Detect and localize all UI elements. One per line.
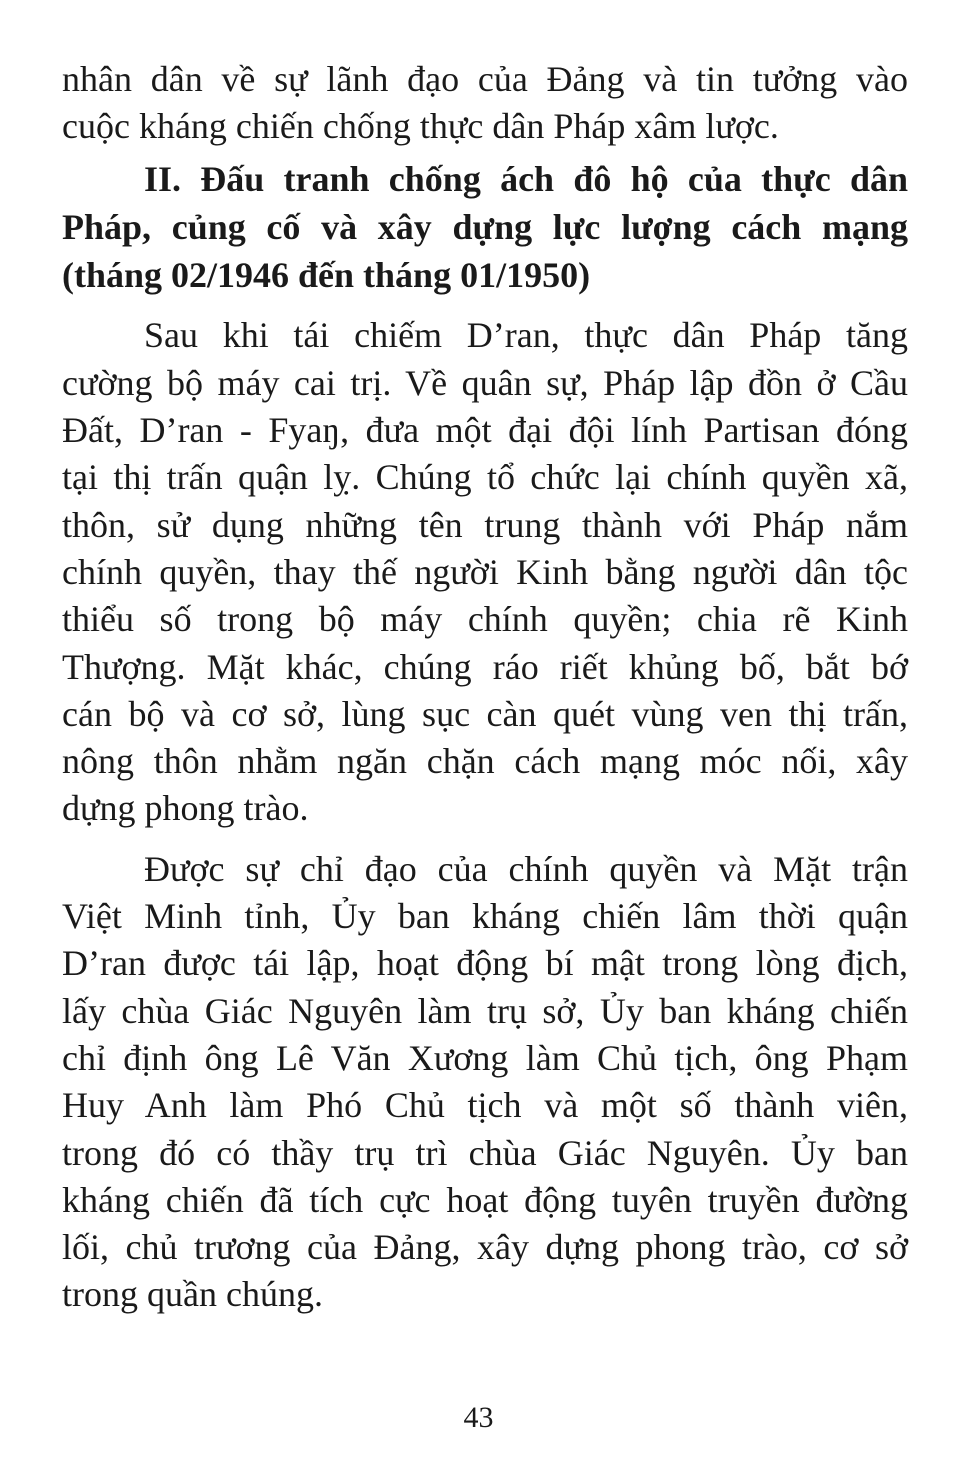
text-line: tại thị trấn quận lỵ. Chúng tổ chức lại chính quyền xã,	[62, 457, 908, 498]
text-line: Sau khi tái chiếm D’ran, thực dân Pháp tăng	[144, 315, 908, 356]
text-line: trong đó có thầy trụ trì chùa Giác Nguyên. Ủy ban	[62, 1132, 908, 1173]
text-line: chỉ định ông Lê Văn Xương làm Chủ tịch, ông Phạm	[62, 1037, 908, 1078]
text-line: dựng phong trào.	[62, 788, 309, 829]
text-line: nhân dân về sự lãnh đạo của Đảng và tin tưởng vào	[62, 59, 908, 99]
text-line: thôn, sử dụng những tên trung thành với Pháp nắm	[62, 504, 908, 545]
text-line: D’ran được tái lập, hoạt động bí mật trong lòng địch,	[62, 943, 908, 984]
text-line: Thượng. Mặt khác, chúng ráo riết khủng bố, bắt bớ	[62, 646, 908, 687]
text-line: cường bộ máy cai trị. Về quân sự, Pháp lập đồn ở Cầu	[62, 362, 908, 403]
text-line: lấy chùa Giác Nguyên làm trụ sở, Ủy ban kháng chiến	[62, 990, 908, 1031]
paragraph-1	[62, 312, 908, 832]
text-line: cán bộ và cơ sở, lùng sục càn quét vùng ven thị trấn,	[62, 693, 908, 734]
paragraph-2	[62, 846, 908, 1319]
text-line: cuộc kháng chiến chống thực dân Pháp xâm lược.	[62, 106, 779, 147]
text-line: Việt Minh tỉnh, Ủy ban kháng chiến lâm thời quận	[62, 896, 908, 937]
page-body	[62, 56, 908, 1319]
text-line: Huy Anh làm Phó Chủ tịch và một số thành viên,	[62, 1085, 908, 1126]
text-line: lối, chủ trương của Đảng, xây dựng phong trào, cơ sở	[62, 1227, 908, 1268]
text-line: trong quần chúng.	[62, 1274, 323, 1315]
section-heading	[62, 155, 908, 300]
text-line: Đất, D’ran - Fyaŋ, đưa một đại đội lính Partisan đóng	[62, 410, 908, 451]
text-line: kháng chiến đã tích cực hoạt động tuyên truyền đường	[62, 1179, 908, 1220]
intro-paragraph	[62, 56, 908, 151]
heading-line: (tháng 02/1946 đến tháng 01/1950)	[62, 255, 591, 296]
text-line: chính quyền, thay thế người Kinh bằng người dân tộc	[62, 551, 908, 592]
text-line: thiểu số trong bộ máy chính quyền; chia rẽ Kinh	[62, 599, 908, 640]
page-number: 43	[463, 1401, 494, 1434]
heading-line: II. Đấu tranh chống ách đô hộ của thực dân	[144, 158, 908, 199]
heading-line: Pháp, củng cố và xây dựng lực lượng cách mạng	[62, 206, 908, 247]
text-line: Được sự chỉ đạo của chính quyền và Mặt trận	[144, 848, 908, 889]
text-line: nông thôn nhằm ngăn chặn cách mạng móc nối, xây	[62, 741, 908, 782]
